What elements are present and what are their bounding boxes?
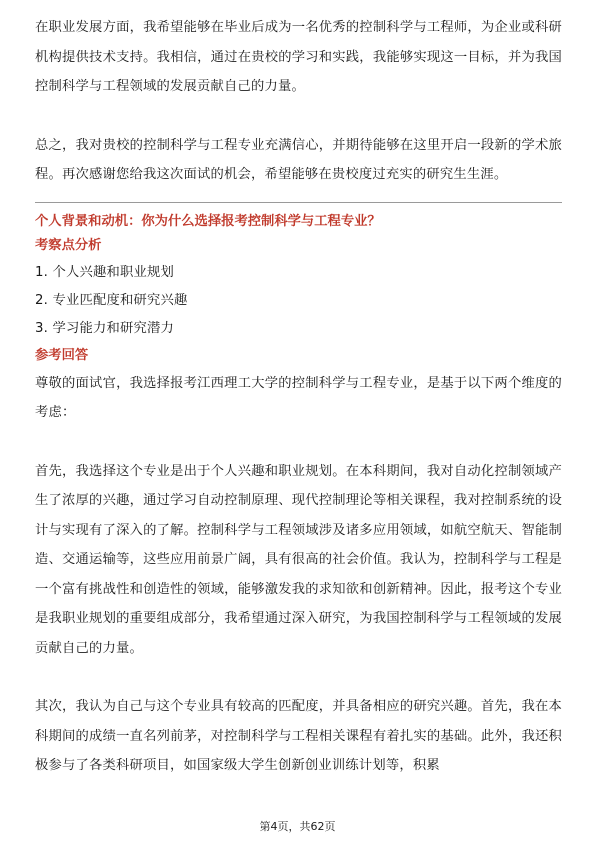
analysis-point: 1. 个人兴趣和职业规划 xyxy=(35,264,174,280)
document-page xyxy=(35,13,562,781)
analysis-point: 3. 学习能力和研究潜力 xyxy=(35,320,174,336)
paragraph-gap xyxy=(35,663,562,692)
answer-first-paragraph: 首先，我选择这个专业是出于个人兴趣和职业规划。在本科期间，我对自动化控制领域产生了浓厚的兴趣，通过学习自动控制原理、现代控制理论等相关课程，我对控制系统的设计与实现有了深入的了解。控制科学与工程领域涉及诸多应用领域，如航空航天、智能制造、交通运输等，这些应用前景广阔，具有很高的社会价值。我认为，控制科学与工程是一个富有挑战性和创造性的领域，能够激发我的求知欲和创新精神。因此，报考这个专业是我职业规划的重要组成部分，我希望通过深入研究，为我国控制科学与工程领域的发展贡献自己的力量。 xyxy=(35,463,562,656)
answer-intro-paragraph: 尊敬的面试官，我选择报考江西理工大学的控制科学与工程专业，是基于以下两个维度的考虑： xyxy=(35,375,562,420)
page-number-footer: 第4页，共62页 xyxy=(259,820,336,833)
answer-second-paragraph: 其次，我认为自己与这个专业具有较高的匹配度，并具备相应的研究兴趣。首先，我在本科期间的成绩一直名列前茅，对控制科学与工程相关课程有着扎实的基础。此外，我还积极参与了各类科研项目，如国家级大学生创新创业训练计划等，积累 xyxy=(35,699,562,773)
analysis-heading: 考察点分析 xyxy=(35,237,102,253)
paragraph-gap xyxy=(35,102,562,131)
analysis-points-list xyxy=(35,259,562,343)
analysis-point: 2. 专业匹配度和研究兴趣 xyxy=(35,292,188,308)
question-title: 个人背景和动机：你为什么选择报考控制科学与工程专业？ xyxy=(35,213,381,229)
paragraph-gap xyxy=(35,428,562,457)
section-divider xyxy=(35,202,562,203)
career-paragraph: 在职业发展方面，我希望能够在毕业后成为一名优秀的控制科学与工程师，为企业或科研机构提供技术支持。我相信，通过在贵校的学习和实践，我能够实现这一目标，并为我国控制科学与工程领域的发展贡献自己的力量。 xyxy=(35,20,562,94)
conclusion-paragraph: 总之，我对贵校的控制科学与工程专业充满信心，并期待能够在这里开启一段新的学术旅程。再次感谢您给我这次面试的机会，希望能够在贵校度过充实的研究生生涯。 xyxy=(35,137,562,182)
answer-heading: 参考回答 xyxy=(35,347,89,363)
